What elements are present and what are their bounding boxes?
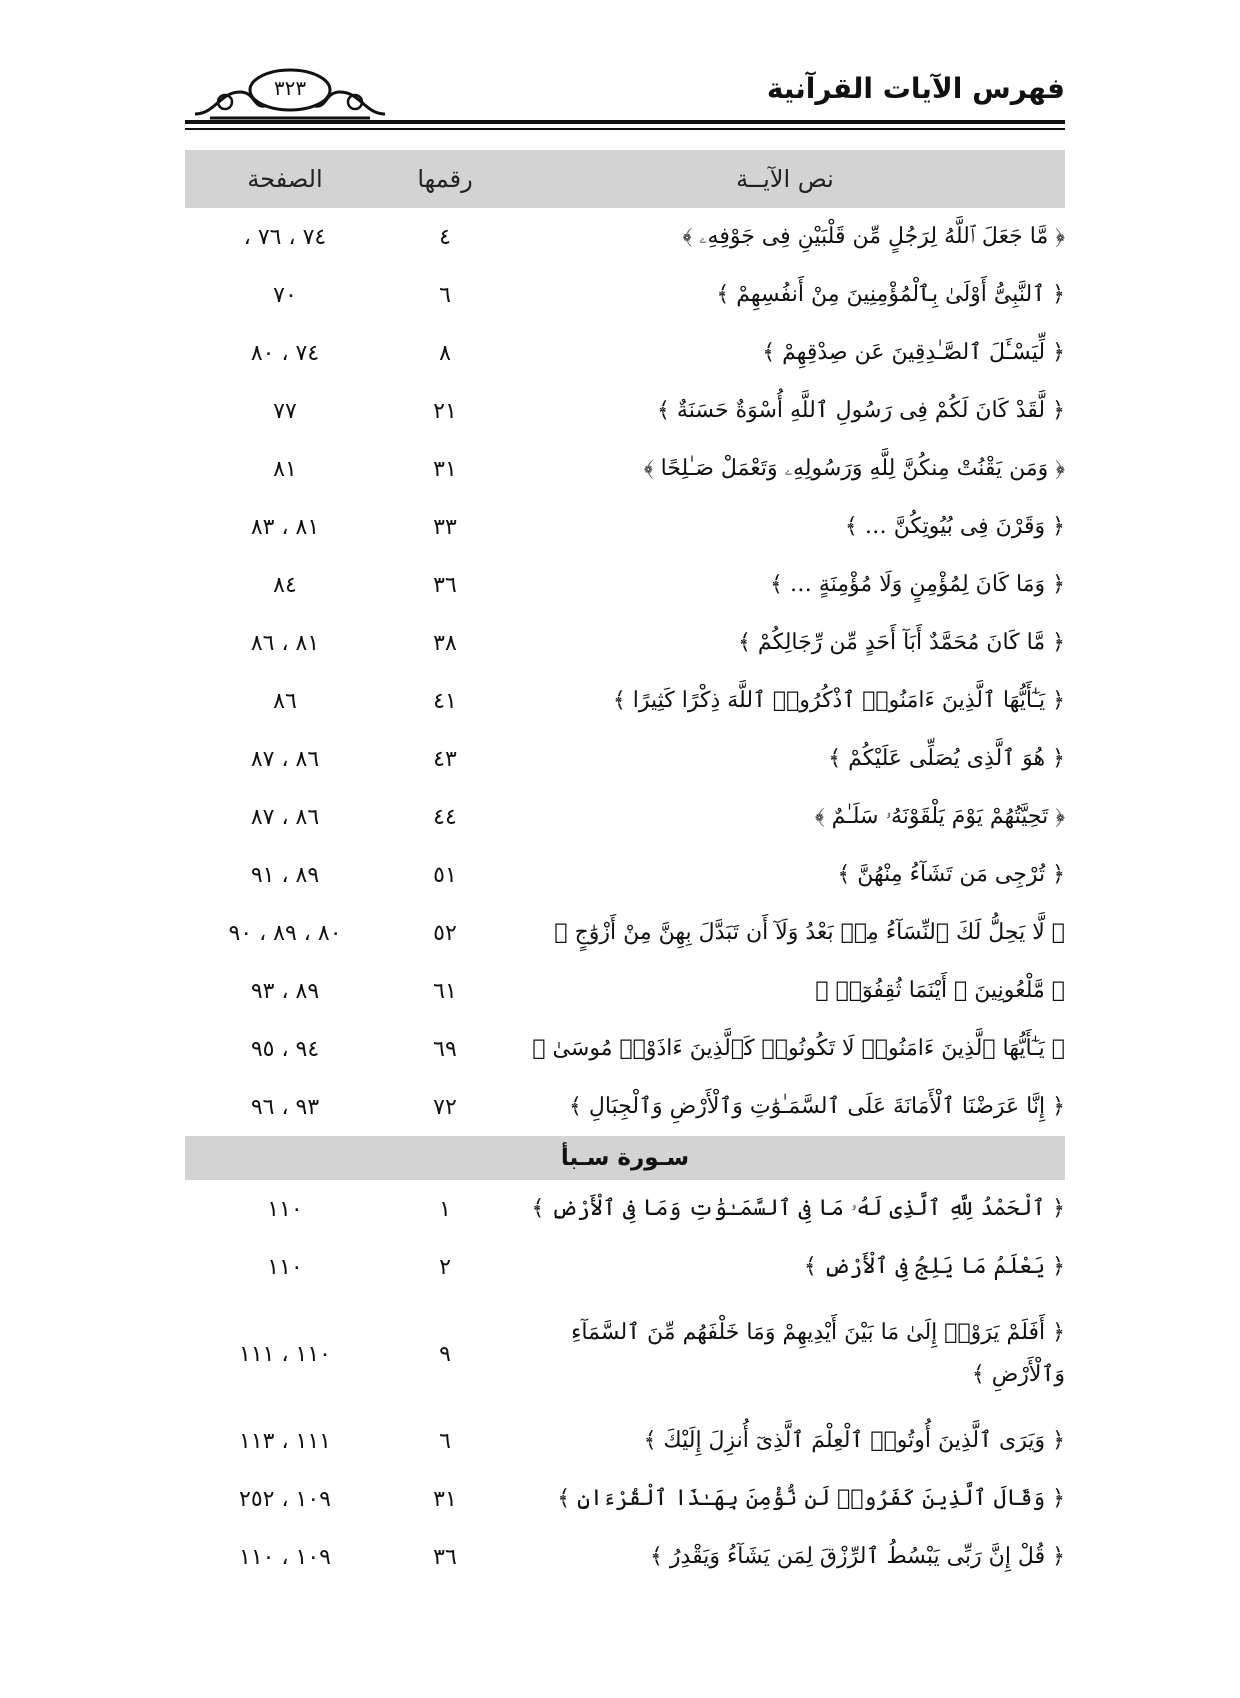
table-row [185,788,1065,846]
verse-text: ﴿ أَفَلَمْ يَرَوْا۟ إِلَىٰ مَا بَيْنَ أَيْدِيهِمْ وَمَا خَلْفَهُم مِّنَ ٱلسَّمَآءِ وَٱلْأَرْضِ ﴾ [571,1320,1065,1387]
verse-number: ٤٤ [433,804,457,830]
page-numbers: ٨٦ ، ٨٧ [250,804,320,830]
verse-text: ﴿ يَعْلَمُ مَا يَلِجُ فِى ٱلْأَرْضِ ﴾ [803,1254,1065,1280]
verse-text: ﴿ تَحِيَّتُهُمْ يَوْمَ يَلْقَوْنَهُۥ سَلَـٰمٌ ﴾ [814,804,1065,830]
column-header-page: الصفحة [185,150,385,208]
verse-number: ٢١ [433,398,457,424]
page-numbers: ٨٩ ، ٩٣ [250,978,320,1004]
section-row [185,1136,1065,1180]
page-numbers: ٨١ ، ٨٣ [250,514,320,540]
section-title: سـورة سـبأ [185,1136,1065,1180]
column-header-verse: نص الآيــة [505,150,1065,208]
page-numbers: ٨٩ ، ٩١ [250,862,320,888]
table-row [185,266,1065,324]
verse-number: ٨ [439,340,451,366]
verse-text: ﴿ لِّيَسْـَٔلَ ٱلصَّـٰدِقِينَ عَن صِدْقِهِمْ ﴾ [762,340,1065,366]
verse-number: ٣٦ [433,572,457,598]
verse-number: ١ [439,1196,451,1222]
page-numbers: ٧٧ [273,398,297,424]
table-row [185,208,1065,266]
column-header-number: رقمها [385,150,505,208]
verse-number: ٢ [439,1254,451,1280]
verse-text: ﴿ ٱلْحَمْدُ لِلَّهِ ٱلَّذِى لَهُۥ مَا فِى ٱلسَّمَـٰوَٰتِ وَمَا فِى ٱلْأَرْضِ ﴾ [531,1196,1065,1222]
page-numbers: ٨٤ [273,572,297,598]
page-numbers: ٨١ [273,456,297,482]
page-numbers: ٧٤ ، ٨٠ [250,340,320,366]
page-numbers: ١٠٩ ، ٢٥٢ [239,1486,331,1512]
verse-number: ٦ [439,1428,451,1454]
table-row [185,1020,1065,1078]
verse-number: ٣٨ [433,630,457,656]
page-numbers: ١١١ ، ١١٣ [239,1428,331,1454]
table-row [185,498,1065,556]
verse-index-table [185,150,1065,1586]
verse-text: ﴿ تُرْجِى مَن تَشَآءُ مِنْهُنَّ ﴾ [837,862,1065,888]
verse-number: ٤ [439,224,451,250]
verse-text: ﴿ مَّا جَعَلَ ٱللَّهُ لِرَجُلٍ مِّن قَلْبَيْنِ فِى جَوْفِهِۦ ﴾ [682,224,1065,250]
verse-text: ﴿ ٱلنَّبِىُّ أَوْلَىٰ بِٱلْمُؤْمِنِينَ مِنْ أَنفُسِهِمْ ﴾ [716,282,1065,308]
verse-text: ﴿ وَقَالَ ٱلَّذِينَ كَفَرُوا۟ لَن نُّؤْمِنَ بِهَـٰذَا ٱلْقُرْءَانِ ﴾ [557,1486,1065,1512]
table-row [185,382,1065,440]
page-numbers: ٧٤ ، ٧٦ ، [243,224,327,250]
page-numbers: ١٠٩ ، ١١٠ [239,1544,331,1570]
page-numbers: ١١٠ [267,1196,303,1222]
table-row [185,730,1065,788]
table-row [185,904,1065,962]
verse-number: ٩ [439,1341,451,1367]
verse-number: ٤٣ [433,746,457,772]
verse-text: ﴿ يَـٰٓأَيُّهَا ٱلَّذِينَ ءَامَنُوا۟ لَا تَكُونُوا۟ كَٱلَّذِينَ ءَاذَوْا۟ مُوسَىٰ ﴾ [532,1036,1065,1062]
table-row [185,556,1065,614]
verse-number: ٦٩ [433,1036,457,1062]
page-number: ٣٢٣ [273,76,307,100]
verse-number: ٣٣ [433,514,457,540]
page-numbers: ٨١ ، ٨٦ [250,630,320,656]
page-numbers: ٧٠ [273,282,297,308]
verse-number: ٣١ [433,456,457,482]
page-title: فهرس الآيات القرآنية [766,72,1065,105]
verse-text: ﴿ وَمَا كَانَ لِمُؤْمِنٍ وَلَا مُؤْمِنَةٍ … ﴾ [769,572,1065,598]
page-numbers: ٩٤ ، ٩٥ [250,1036,320,1062]
table-row [185,1528,1065,1586]
header-rule-thin [185,128,1065,130]
verse-text: ﴿ وَيَرَى ٱلَّذِينَ أُوتُوا۟ ٱلْعِلْمَ ٱلَّذِىٓ أُنزِلَ إِلَيْكَ ﴾ [643,1428,1065,1454]
verse-text: ﴿ وَمَن يَقْنُتْ مِنكُنَّ لِلَّهِ وَرَسُولِهِۦ وَتَعْمَلْ صَـٰلِحًا ﴾ [643,456,1065,482]
verse-number: ٧٢ [433,1094,457,1120]
verse-number: ٥١ [433,862,457,888]
verse-text: ﴿ قُلْ إِنَّ رَبِّى يَبْسُطُ ٱلرِّزْقَ لِمَن يَشَآءُ وَيَقْدِرُ ﴾ [650,1544,1065,1570]
verse-text: ﴿ يَـٰٓأَيُّهَا ٱلَّذِينَ ءَامَنُوا۟ ٱذْكُرُوا۟ ٱللَّهَ ذِكْرًا كَثِيرًا ﴾ [612,688,1065,714]
page-numbers: ٨٠ ، ٨٩ ، ٩٠ [228,920,342,946]
page-numbers: ١١٠ ، ١١١ [239,1341,331,1367]
verse-number: ٣٦ [433,1544,457,1570]
verse-text: ﴿ هُوَ ٱلَّذِى يُصَلِّى عَلَيْكُمْ ﴾ [828,746,1065,772]
verse-text: ﴿ وَقَرْنَ فِى بُيُوتِكُنَّ … ﴾ [844,514,1065,540]
table-row [185,1412,1065,1470]
verse-text: ﴿ مَّلْعُونِينَ ۖ أَيْنَمَا ثُقِفُوٓا۟ ﴾ [815,978,1065,1004]
table-row [185,962,1065,1020]
header-rule [185,120,1065,124]
table-row [185,1078,1065,1136]
verse-text: ﴿ لَّا يَحِلُّ لَكَ ٱلنِّسَآءُ مِنۢ بَعْدُ وَلَآ أَن تَبَدَّلَ بِهِنَّ مِنْ أَزْوَٰجٍ ﴾ [554,920,1065,946]
table-row [185,1296,1065,1412]
verse-number: ٥٢ [433,920,457,946]
table-row [185,672,1065,730]
verse-number: ٦١ [433,978,457,1004]
page-numbers: ٨٦ ، ٨٧ [250,746,320,772]
verse-text: ﴿ إِنَّا عَرَضْنَا ٱلْأَمَانَةَ عَلَى ٱلسَّمَـٰوَٰتِ وَٱلْأَرْضِ وَٱلْجِبَالِ ﴾ [568,1094,1065,1120]
table-row [185,1470,1065,1528]
page-numbers: ٩٣ ، ٩٦ [250,1094,320,1120]
table-header-row [185,150,1065,208]
table-row [185,324,1065,382]
verse-text: ﴿ لَّقَدْ كَانَ لَكُمْ فِى رَسُولِ ٱللَّهِ أُسْوَةٌ حَسَنَةٌ ﴾ [657,398,1065,424]
verse-number: ٣١ [433,1486,457,1512]
verse-number: ٤١ [433,688,457,714]
table-row [185,614,1065,672]
table-row [185,440,1065,498]
page-header [185,62,1065,132]
page-numbers: ٨٦ [273,688,297,714]
table-row [185,1180,1065,1238]
verse-number: ٦ [439,282,451,308]
table-row [185,846,1065,904]
table-row [185,1238,1065,1296]
verse-text: ﴿ مَّا كَانَ مُحَمَّدٌ أَبَآ أَحَدٍ مِّن رِّجَالِكُمْ ﴾ [738,630,1065,656]
page-numbers: ١١٠ [267,1254,303,1280]
